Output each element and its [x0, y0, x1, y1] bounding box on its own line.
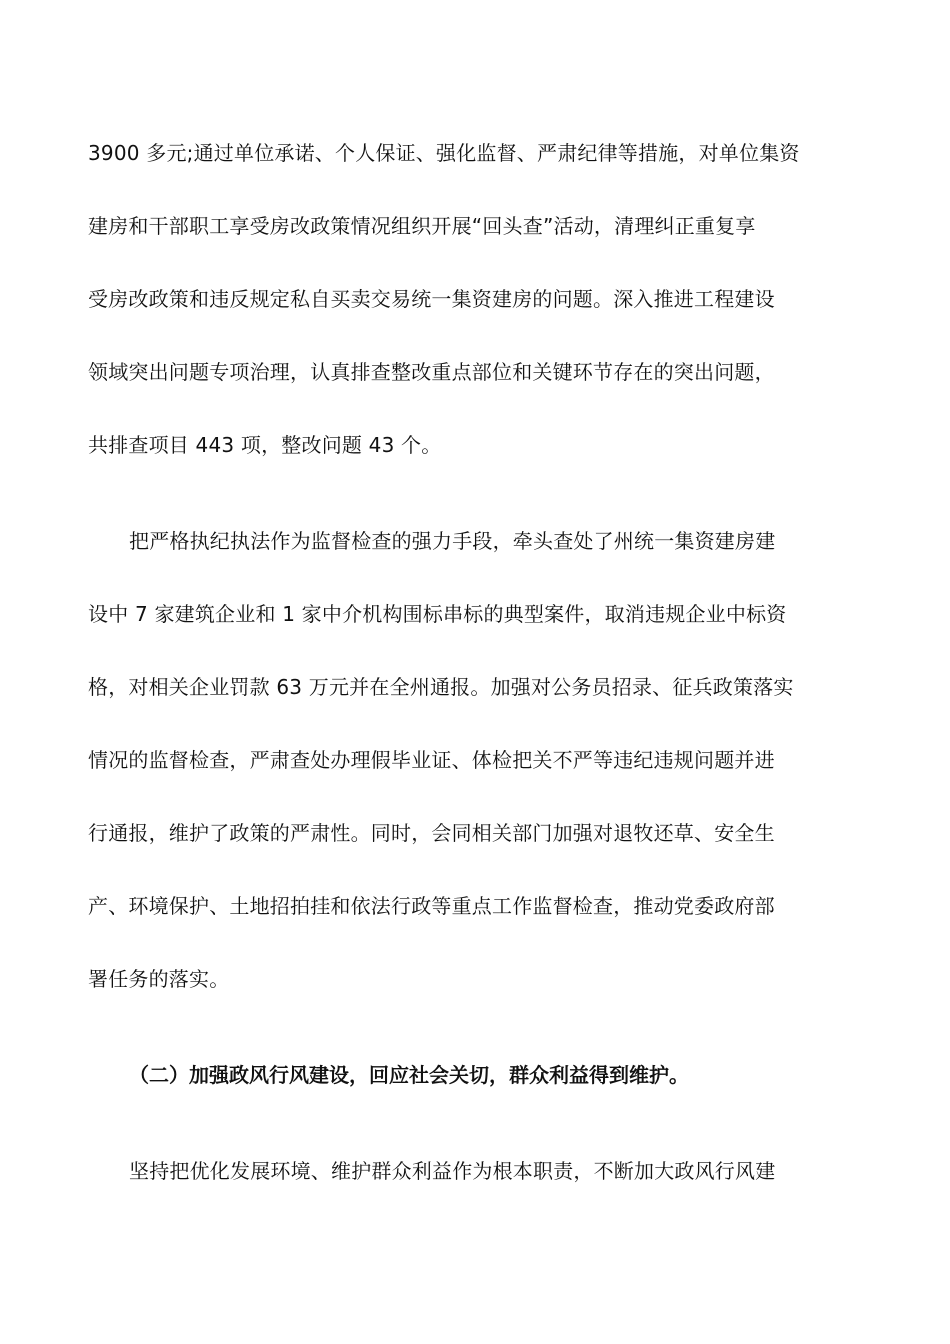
section-heading: （二）加强政风行风建设，回应社会关切，群众利益得到维护。 — [129, 1063, 689, 1087]
paragraph-line: 建房和干部职工享受房改政策情况组织开展“回头查”活动，清理纠正重复享 — [88, 214, 756, 238]
paragraph-line: 产、环境保护、土地招拍挂和依法行政等重点工作监督检查，推动党委政府部 — [88, 894, 775, 918]
paragraph-line: 署任务的落实。 — [88, 967, 230, 991]
paragraph-line: 情况的监督检查，严肃查处办理假毕业证、体检把关不严等违纪违规问题并进 — [88, 748, 775, 772]
paragraph-line: 设中 7 家建筑企业和 1 家中介机构围标串标的典型案件，取消违规企业中标资 — [88, 602, 787, 626]
paragraph-line: 领域突出问题专项治理，认真排查整改重点部位和关键环节存在的突出问题， — [88, 360, 775, 384]
paragraph-line: 坚持把优化发展环境、维护群众利益作为根本职责，不断加大政风行风建 — [129, 1159, 776, 1183]
paragraph-line: 共排查项目 443 项，整改问题 43 个。 — [88, 433, 442, 457]
paragraph-line: 受房改政策和违反规定私自买卖交易统一集资建房的问题。深入推进工程建设 — [88, 287, 775, 311]
paragraph-line: 把严格执纪执法作为监督检查的强力手段，牵头查处了州统一集资建房建 — [129, 529, 776, 553]
paragraph-line: 3900 多元;通过单位承诺、个人保证、强化监督、严肃纪律等措施，对单位集资 — [88, 141, 800, 165]
paragraph-line: 格，对相关企业罚款 63 万元并在全州通报。加强对公务员招录、征兵政策落实 — [88, 675, 794, 699]
paragraph-line: 行通报，维护了政策的严肃性。同时，会同相关部门加强对退牧还草、安全生 — [88, 821, 775, 845]
